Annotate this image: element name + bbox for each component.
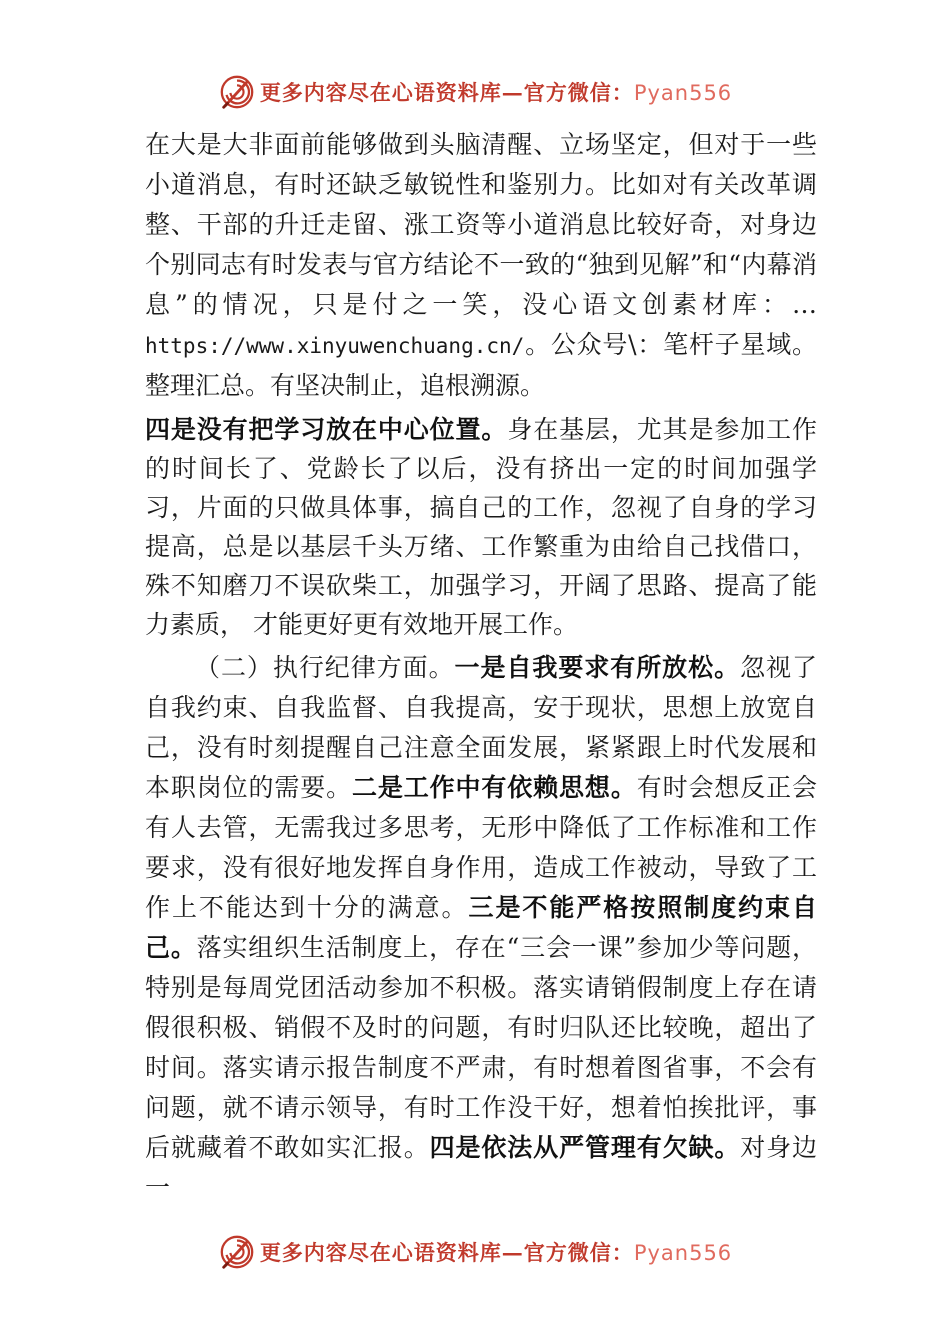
- p3-heading-1: 一是自我要求有所放松。: [454, 653, 741, 682]
- p3-text-3: 落实组织生活制度上，存在“三会一课”参加少等问题，特别是每周党团活动参加不积极。落实请销假制度上存在请假很积极、销假不及时的问题，有时归队还比较晚，超出了时间。落实请示报告制度不严肃，有时想着图省事，不会有问题，就不请示领导，有时工作没干好，想着怕挨批评，事后就藏着不敢如实汇报。: [145, 933, 817, 1162]
- p1-text-b: 。公众号\：笔杆子星域。整理汇总。有坚决制止，追根溯源。: [145, 330, 817, 400]
- banner-wechat-id: Pyan556: [633, 81, 733, 105]
- footer-banner: [0, 1232, 950, 1272]
- p3-heading-2: 二是工作中有依赖思想。: [352, 773, 637, 802]
- spiral-pen-logo-icon: [218, 1233, 256, 1271]
- banner-wechat-id: Pyan556: [633, 1241, 733, 1265]
- header-banner: [0, 72, 950, 112]
- document-body: [145, 125, 817, 1208]
- banner-prefix: 更多内容尽在心语资料库—官方微信：: [259, 80, 634, 105]
- p2-heading: 四是没有把学习放在中心位置。: [145, 415, 508, 444]
- p1-text-a: 在大是大非面前能够做到头脑清醒、立场坚定，但对于一些小道消息，有时还缺乏敏锐性和鉴别力。比如对有关改革调整、干部的升迁走留、涨工资等小道消息比较好奇，对身边个别同志有时发表与官方结论不一致的“独到见解”和“内幕消息”的情况，只是付之一笑，没心语文创素材库：…: [145, 130, 817, 319]
- p3-text-1: 忽视了自我约束、自我监督、自我提高，安于现状，思想上放宽自己，没有时刻提醒自己注意全面发展，紧紧跟上时代发展和本职岗位的需要。: [145, 653, 817, 802]
- banner-prefix: 更多内容尽在心语资料库—官方微信：: [259, 1240, 634, 1265]
- paragraph-2: [145, 410, 817, 644]
- p3-heading-3: 三是不能严格按照制度约束自己。: [145, 893, 817, 962]
- spiral-pen-logo-icon: [218, 73, 256, 111]
- p3-intro: （二）执行纪律方面。: [195, 653, 455, 682]
- p3-text-4: 对身边一: [145, 1133, 817, 1202]
- banner-text: [260, 77, 732, 107]
- p2-text: 身在基层，尤其是参加工作的时间长了、党龄长了以后，没有挤出一定的时间加强学习，片面的只做具体事，搞自己的工作，忽视了自身的学习提高，总是以基层千头万绪、工作繁重为由给自己找借口，殊不知磨刀不误砍柴工，加强学习，开阔了思路、提高了能力素质， 才能更好更有效地开展工作。: [145, 415, 817, 639]
- paragraph-1: [145, 125, 817, 406]
- p3-text-2: 有时会想反正会有人去管，无需我过多思考，无形中降低了工作标准和工作要求，没有很好地发挥自身作用，造成工作被动，导致了工作上不能达到十分的满意。: [145, 773, 817, 922]
- source-url: https://www.xinyuwenchuang.cn/: [145, 334, 525, 358]
- banner-text: [260, 1237, 732, 1267]
- p3-heading-4: 四是依法从严管理有欠缺。: [429, 1133, 741, 1162]
- paragraph-3: [145, 648, 817, 1208]
